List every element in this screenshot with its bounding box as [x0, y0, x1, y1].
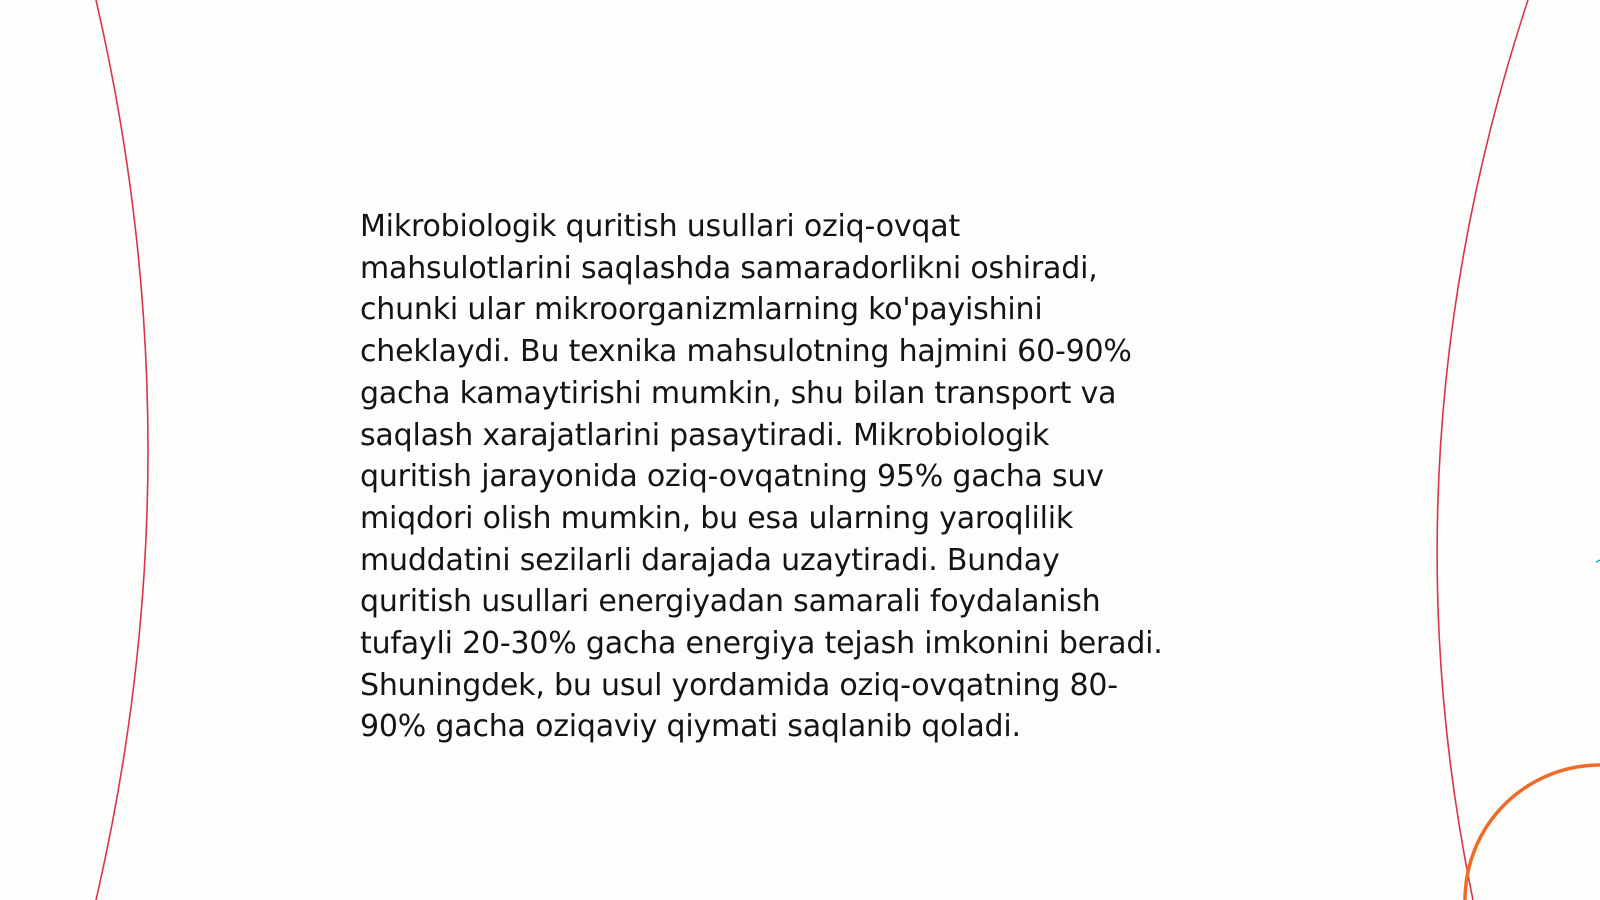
left-curve-decoration — [96, 0, 148, 900]
body-paragraph: Mikrobiologik quritish usullari oziq-ovqat mahsulotlarini saqlashda samaradorlikni oshiradi, chunki ular mikroorganizmlarning ko'payishini cheklaydi. Bu texnika mahsulotning hajmini 60-90% gacha kamaytirishi mumkin, shu bilan transport va saqlash xarajatlarini pasaytiradi. Mikrobiologik quritish jarayonida oziq-ovqatning 95% gacha suv miqdori olish mumkin, bu esa ularning yaroqlilik muddatini sezilarli darajada uzaytiradi. Bunday quritish usullari energiyadan samarali foydalanish tufayli 20-30% gacha energiya tejash imkonini beradi. Shuningdek, bu usul yordamida oziq-ovqatning 80- 90% gacha oziqaviy qiymati saqlanib qoladi. — [360, 209, 1163, 745]
teal-tick-decoration — [1596, 560, 1600, 562]
right-curve-decoration — [1437, 0, 1528, 900]
orange-ring-decoration — [1465, 765, 1600, 900]
